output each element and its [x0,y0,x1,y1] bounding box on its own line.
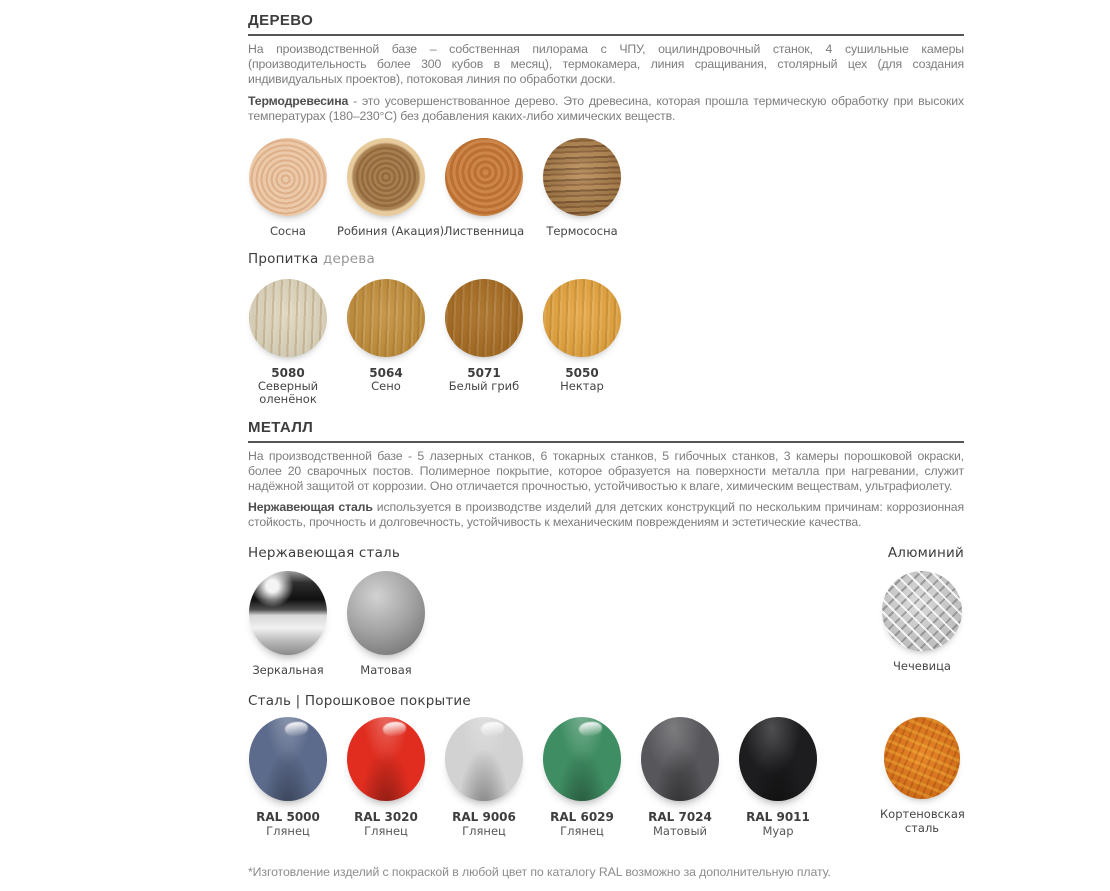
ral-finish: Матовый [652,824,708,839]
mirror-steel-ball-photo [249,571,327,655]
corten-steel-photo [884,717,960,799]
ral-finish: Глянец [364,824,408,839]
swatch-label: Матовая [360,662,412,677]
swatch-ral-7024 [631,717,729,839]
swatch-label: Робиния (Акация) [337,224,445,239]
swatch-label: Термососна [546,224,618,239]
powder-coating-title: Сталь | Порошковое покрытие [248,693,471,710]
swatch-thermopine [533,138,631,239]
larch-wood-photo [445,138,523,216]
ral-finish: Глянец [266,824,310,839]
impregnation-title [248,251,964,267]
thermopine-wood-photo [543,138,621,216]
swatch-ral-9006 [435,717,533,839]
stainless-paragraph [248,500,964,530]
stain-5064-swatch [347,279,425,357]
ral-finish: Глянец [560,824,604,839]
swatch-corten-steel [880,717,964,835]
catalog-page [248,0,964,891]
stain-code: 5080 [271,365,305,380]
swatch-ral-6029 [533,717,631,839]
wood-section-divider [248,34,964,36]
ral-finish: Глянец [462,824,506,839]
metal-section-divider [248,441,964,443]
stain-code: 5064 [369,365,403,380]
wood-intro-paragraph: На производственной базе – собственная пилорама с ЧПУ, оцилиндровочный станок, 4 сушильные камеры (производительность более 300 кубов в месяц), термокамера, линия сращивания, столярный цех (для создания индивидуальных проектов), потоковая линия по обработки доски. [248,42,964,87]
stainless-title: Нержавеющая сталь [248,544,401,561]
swatch-label: Сосна [270,224,306,239]
ral-5000-ball [249,717,327,801]
swatch-mirror-steel [239,571,337,678]
matte-steel-ball-photo [347,571,425,655]
impregnation-title-main: Пропитка [248,250,319,267]
wood-section [248,12,964,407]
swatch-label: Лиственница [443,224,525,239]
stainless-text: используется в производстве изделий для детских конструкций по нескольким причинам: коррозионная стойкость, прочность и долговечность, устойчивость к механическим повреждениям и эстетические качества. [248,500,964,530]
ral-code: RAL 9006 [452,810,516,825]
thermowood-text: - это усовершенствованное дерево. Это древесина, которая прошла термическую обработку при высоких температурах (180–230°C) без добавления каких-либо химических веществ. [248,93,964,123]
ral-code: RAL 7024 [648,810,712,825]
stain-5080-swatch [249,279,327,357]
swatch-ral-5000 [239,717,337,839]
wood-section-title: ДЕРЕВО [248,12,314,29]
stainless-aluminium-row [239,571,964,678]
impregnation-row [239,279,964,407]
ral-9006-ball [445,717,523,801]
thermowood-term: Термодревесина [248,93,349,108]
stain-name: Нектар [560,378,604,393]
pine-wood-photo [249,138,327,216]
metal-intro-paragraph: На производственной базе - 5 лазерных станков, 6 токарных станков, 5 гибочных станков, 3 камеры порошковой окраски, более 20 сварочных постов. Полимерное покрытие, которое образуется на поверхности металла при нагревании, служит надёжной защитой от коррозии. Оно отличается прочностью, устойчивостью к влаге, химическим веществам, ультрафиолету. [248,448,964,493]
stainless-term: Нержавеющая сталь [248,500,373,515]
ral-code: RAL 6029 [550,810,614,825]
swatch-5064 [337,279,435,394]
swatch-ral-3020 [337,717,435,839]
swatch-label: Кортеновская сталь [880,807,965,835]
aluminium-title: Алюминий [887,544,964,561]
stain-name: Сено [371,378,401,393]
stain-5050-swatch [543,279,621,357]
swatch-ral-9011 [729,717,827,839]
swatch-aluminium-lentil [880,571,964,674]
thermowood-paragraph [248,94,964,124]
wood-species-row [239,138,964,239]
swatch-label: Зеркальная [252,662,324,677]
metal-subheadings [248,545,964,561]
stain-5071-swatch [445,279,523,357]
aluminium-diamond-plate-photo [882,571,962,651]
swatch-label: Чечевица [893,658,951,673]
ral-6029-ball [543,717,621,801]
ral-finish: Муар [762,824,794,839]
stain-name: Белый гриб [448,378,520,393]
stain-name: Северный оленёнок [257,378,319,407]
ral-code: RAL 5000 [256,810,320,825]
swatch-5050 [533,279,631,394]
powder-coating-row [239,717,964,839]
ral-footnote: *Изготовление изделий с покраской в любой цвет по каталогу RAL возможно за дополнительную плату. [248,864,831,879]
stain-code: 5071 [467,365,501,380]
swatch-larch [435,138,533,239]
swatch-5080 [239,279,337,407]
swatch-5071 [435,279,533,394]
ral-code: RAL 9011 [746,810,810,825]
ral-code: RAL 3020 [354,810,418,825]
metal-section [248,419,964,879]
ral-3020-ball [347,717,425,801]
swatch-pine [239,138,337,239]
impregnation-title-secondary: дерева [318,250,375,267]
swatch-robinia [337,138,445,239]
metal-section-title: МЕТАЛЛ [248,418,314,436]
stain-code: 5050 [565,365,599,380]
swatch-matte-steel [337,571,435,678]
robinia-wood-photo [347,138,425,216]
ral-9011-ball [739,717,817,801]
ral-7024-ball [641,717,719,801]
